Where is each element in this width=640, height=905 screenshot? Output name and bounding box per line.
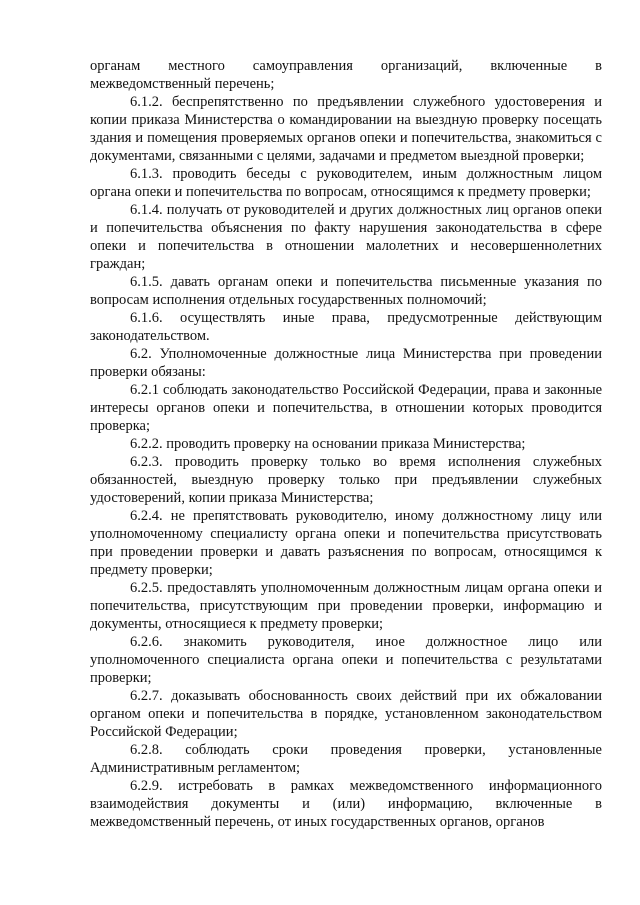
document-body [90,57,602,831]
paragraph-6-2-4: 6.2.4. не препятствовать руководителю, иному должностному лицу или уполномоченному специалисту органа опеки и попечительства присутствовать при проведении проверки и давать разъяснения по вопросам, относящимся к предмету проверки; [90,508,602,578]
paragraph-6-2-7: 6.2.7. доказывать обоснованность своих действий при их обжаловании органом опеки и попечительства в порядке, установленном законодательством Российской Федерации; [90,688,602,740]
paragraph-6-1-2: 6.1.2. беспрепятственно по предъявлении служебного удостоверения и копии приказа Министерства о командировании на выездную проверку посещать здания и помещения проверяемых органов опеки и попечительства, знакомиться с документами, связанными с целями, задачами и предметом выездной проверки; [90,94,602,164]
paragraph-6-1-4: 6.1.4. получать от руководителей и других должностных лиц органов опеки и попечительства объяснения по факту нарушения законодательства в сфере опеки и попечительства в отношении малолетних и несовершеннолетних граждан; [90,202,602,272]
paragraph-6-2-1: 6.2.1 соблюдать законодательство Российской Федерации, права и законные интересы органов опеки и попечительства, в отношении которых проводится проверка; [90,382,602,434]
paragraph-6-1-3: 6.1.3. проводить беседы с руководителем, иным должностным лицом органа опеки и попечительства по вопросам, относящимся к предмету проверки; [90,166,602,200]
paragraph-6-1-6: 6.1.6. осуществлять иные права, предусмотренные действующим законодательством. [90,310,602,344]
paragraph-6-2-8: 6.2.8. соблюдать сроки проведения проверки, установленные Административным регламентом; [90,742,602,776]
paragraph-6-2-9: 6.2.9. истребовать в рамках межведомственного информационного взаимодействия документы и (или) информацию, включенные в межведомственный перечень, от иных государственных органов, органов [90,778,602,830]
paragraph-6-1-5: 6.1.5. давать органам опеки и попечительства письменные указания по вопросам исполнения отдельных государственных полномочий; [90,274,602,308]
paragraph-6-2-6: 6.2.6. знакомить руководителя, иное должностное лицо или уполномоченного специалиста органа опеки и попечительства с результатами проверки; [90,634,602,686]
paragraph-continuation: органам местного самоуправления организаций, включенные в межведомственный перечень; [90,58,602,92]
paragraph-6-2-5: 6.2.5. предоставлять уполномоченным должностным лицам органа опеки и попечительства, присутствующим при проведении проверки, информацию и документы, относящиеся к предмету проверки; [90,580,602,632]
paragraph-6-2: 6.2. Уполномоченные должностные лица Министерства при проведении проверки обязаны: [90,346,602,380]
paragraph-6-2-2: 6.2.2. проводить проверку на основании приказа Министерства; [130,436,526,452]
paragraph-6-2-3: 6.2.3. проводить проверку только во время исполнения служебных обязанностей, выездную проверку только при предъявлении служебных удостоверений, копии приказа Министерства; [90,454,602,506]
